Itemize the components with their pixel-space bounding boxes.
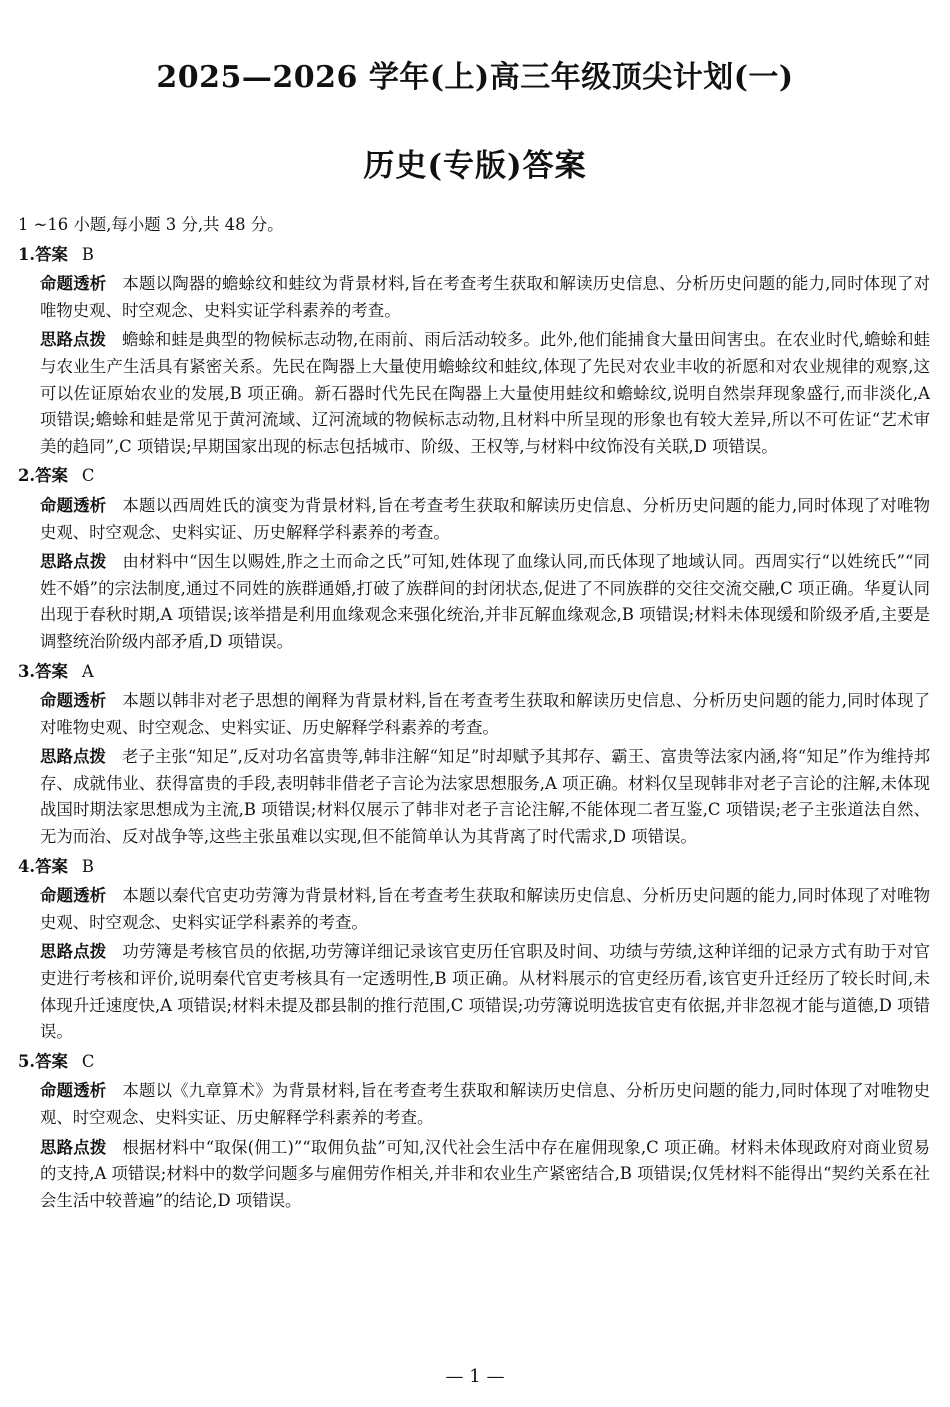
analysis-label: 命题透析 <box>40 1081 107 1101</box>
analysis-text: 本题以《九章算术》为背景材料,旨在考查考生获取和解读历史信息、分析历史问题的能力,同时体现了对唯物史观、时空观念、史料实证、历史解释学科素养的考查。 <box>40 1081 931 1127</box>
hint-text: 功劳簿是考核官员的依据,功劳簿详细记录该官吏历任官职及时间、功绩与劳绩,这种详细的记录方式有助于对官吏进行考核和评价,说明秦代官吏考核具有一定透明性,B 项正确。从材料展示的官吏经历看,该官吏升迁经历了较长时间,未体现升迁速度快,A 项错误;材料未提及郡县制的推行范围,C 项错误;功劳簿说明选拔官吏有依据,并非忽视才能与道德,D 项错误。 <box>40 942 931 1042</box>
analysis-text: 本题以陶器的蟾蜍纹和蛙纹为背景材料,旨在考查考生获取和解读历史信息、分析历史问题的能力,同时体现了对唯物史观、时空观念、史料实证学科素养的考查。 <box>40 274 931 320</box>
analysis-label: 命题透析 <box>40 886 107 906</box>
analysis-paragraph <box>18 883 930 936</box>
answer-value: A <box>81 661 94 681</box>
hint-paragraph <box>18 327 930 460</box>
answer-label: 答案 <box>35 661 68 681</box>
hint-text: 老子主张“知足”,反对功名富贵等,韩非注解“知足”时却赋予其邦存、霸王、富贵等法家内涵,将“知足”作为维持邦存、成就伟业、获得富贵的手段,表明韩非借老子言论为法家思想服务,A 项正确。材料仅呈现韩非对老子言论的注解,未体现战国时期法家思想成为主流,B 项错误;材料仅展示了韩非对老子言论注解,不能体现二者互鉴,C 项错误;老子主张道法自然、无为而治、反对战争等,这些主张虽难以实现,但不能简单认为其背离了时代需求,D 项错误。 <box>40 747 931 847</box>
analysis-label: 命题透析 <box>40 495 107 515</box>
answer-label: 答案 <box>35 1051 68 1071</box>
analysis-paragraph <box>18 271 930 324</box>
analysis-paragraph <box>18 493 930 546</box>
answer-value: B <box>81 856 94 876</box>
hint-label: 思路点拨 <box>40 330 107 350</box>
question-number: 1. <box>18 244 36 264</box>
hint-paragraph <box>18 1135 930 1215</box>
question-item <box>18 854 930 1046</box>
question-number: 3. <box>18 661 36 681</box>
question-item <box>18 659 930 851</box>
hint-paragraph <box>18 939 930 1045</box>
hint-text: 由材料中“因生以赐姓,胙之土而命之氏”可知,姓体现了血缘认同,而氏体现了地域认同。西周实行“以姓统氏”“同姓不婚”的宗法制度,通过不同姓的族群通婚,打破了族群间的封闭状态,促进了不同族群的交往交流交融,C 项正确。华夏认同出现于春秋时期,A 项错误;该举措是利用血缘观念来强化统治,并非瓦解血缘观念,B 项错误;材料未体现缓和阶级矛盾,主要是调整统治阶级内部矛盾,D 项错误。 <box>40 552 931 651</box>
section-intro: 1 ~16 小题,每小题 3 分,共 48 分。 <box>18 215 284 234</box>
answer-label: 答案 <box>35 244 68 264</box>
question-header <box>18 854 930 881</box>
question-header <box>18 242 930 269</box>
analysis-paragraph <box>18 688 930 741</box>
analysis-label: 命题透析 <box>40 691 107 711</box>
page-title: 2025—2026 学年(上)高三年级顶尖计划(一) <box>156 60 794 95</box>
question-item <box>18 242 930 461</box>
question-header <box>18 659 930 686</box>
answer-label: 答案 <box>35 856 68 876</box>
answer-label: 答案 <box>35 466 68 486</box>
question-header <box>18 1049 930 1076</box>
hint-label: 思路点拨 <box>40 1137 107 1157</box>
question-number: 2. <box>18 466 36 486</box>
hint-text: 蟾蜍和蛙是典型的物候标志动物,在雨前、雨后活动较多。此外,他们能捕食大量田间害虫。在农业时代,蟾蜍和蛙与农业生产生活具有紧密关系。先民在陶器上大量使用蟾蜍纹和蛙纹,体现了先民对农业丰收的祈愿和对农业规律的观察,这可以佐证原始农业的发展,B 项正确。新石器时代先民在陶器上大量使用蛙纹和蟾蜍纹,说明自然崇拜现象盛行,而非淡化,A 项错误;蟾蜍和蛙是常见于黄河流域、辽河流域的物候标志动物,且材料中所呈现的形象也有较大差异,所以不可佐证“艺术审美的趋同”,C 项错误;早期国家出现的标志包括城市、阶级、王权等,与材料中纹饰没有关联,D 项错误。 <box>40 330 930 456</box>
question-header <box>18 463 930 490</box>
question-number: 5. <box>18 1051 36 1071</box>
analysis-text: 本题以西周姓氏的演变为背景材料,旨在考查考生获取和解读历史信息、分析历史问题的能力,同时体现了对唯物史观、时空观念、史料实证、历史解释学科素养的考查。 <box>40 495 931 542</box>
question-item <box>18 1049 930 1215</box>
hint-paragraph <box>18 744 930 850</box>
hint-label: 思路点拨 <box>40 552 107 572</box>
analysis-label: 命题透析 <box>40 274 107 294</box>
question-list <box>18 242 930 1215</box>
answer-value: C <box>81 466 95 486</box>
hint-label: 思路点拨 <box>40 942 107 962</box>
page-subtitle: 历史(专版)答案 <box>363 148 587 184</box>
answer-value: C <box>81 1051 95 1071</box>
analysis-paragraph <box>18 1078 930 1131</box>
hint-label: 思路点拨 <box>40 747 106 767</box>
analysis-text: 本题以秦代官吏功劳簿为背景材料,旨在考查考生获取和解读历史信息、分析历史问题的能力,同时体现了对唯物史观、时空观念、史料实证学科素养的考查。 <box>40 886 931 932</box>
hint-text: 根据材料中“取保(佣工)”“取佣负盐”可知,汉代社会生活中存在雇佣现象,C 项正确。材料未体现政府对商业贸易的支持,A 项错误;材料中的数学问题多与雇佣劳作相关,并非和农业生产紧密结合,B 项错误;仅凭材料不能得出“契约关系在社会生活中较普遍”的结论,D 项错误。 <box>40 1137 930 1210</box>
answer-content <box>18 212 930 1217</box>
page-number: — 1 — <box>445 1366 505 1387</box>
question-item <box>18 463 930 655</box>
hint-paragraph <box>18 549 930 655</box>
question-number: 4. <box>18 856 36 876</box>
answer-value: B <box>81 244 94 264</box>
analysis-text: 本题以韩非对老子思想的阐释为背景材料,旨在考查考生获取和解读历史信息、分析历史问题的能力,同时体现了对唯物史观、时空观念、史料实证、历史解释学科素养的考查。 <box>40 691 931 737</box>
